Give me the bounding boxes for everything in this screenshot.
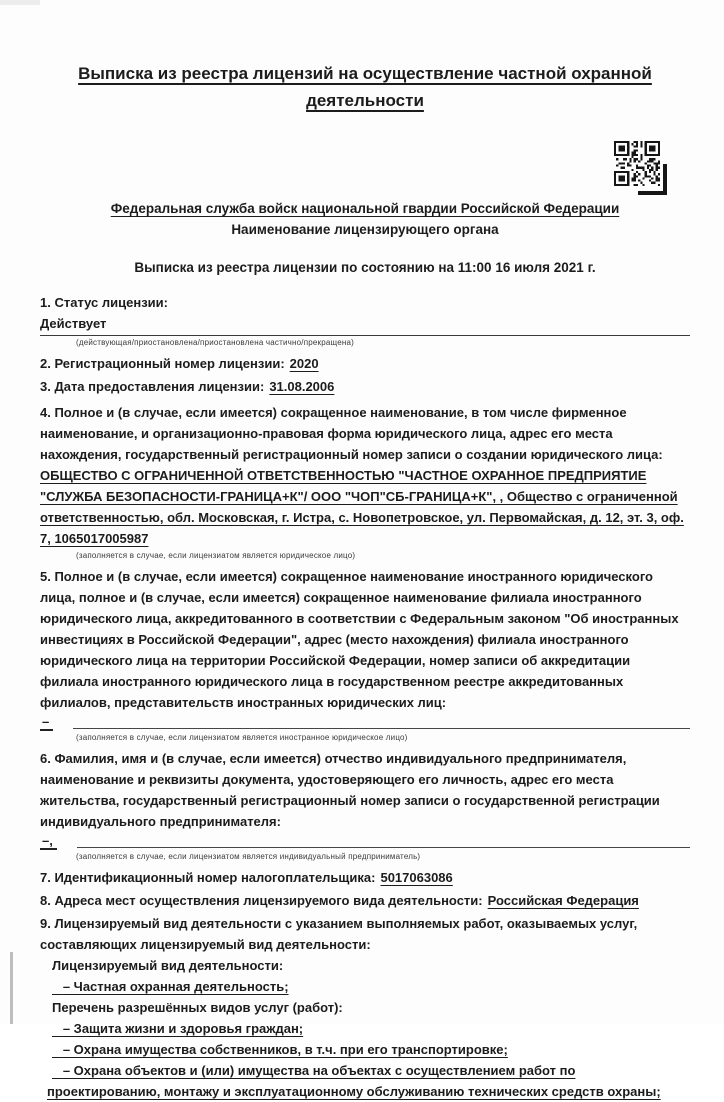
field-grant-date-label: 3. Дата предоставления лицензии: [40, 379, 265, 394]
activity-type-value: – Частная охранная деятельность; [62, 979, 289, 994]
service-item: – Защита жизни и здоровья граждан; [62, 1021, 304, 1036]
field-foreign-entity-value: – [40, 716, 53, 731]
licensing-authority-caption: Наименование лицензирующего органа [231, 222, 499, 237]
field-reg-number [40, 353, 690, 374]
field-individual-value-row [40, 832, 690, 850]
field-addresses-value: Российская Федерация [487, 893, 639, 908]
field-addresses [40, 890, 690, 911]
field-legal-entity-label: 4. Полное и (в случае, если имеется) сокращенное наименование, в том числе фирменное наименование, и организационно-правовая форма юридического лица, адрес его места нахождения, государственный регистрационный номер записи о создании юридического лица: [40, 405, 663, 462]
activity-type-label: Лицензируемый вид деятельности: [52, 958, 284, 973]
field-status-caption: (действующая/приостановлена/приостановлена частично/прекращена) [76, 338, 355, 347]
scan-edge-artifact [10, 952, 13, 1024]
field-inn-value: 5017063086 [380, 870, 453, 885]
services-list-label: Перечень разрешённых видов услуг (работ): [52, 1000, 343, 1015]
field-grant-date-value: 31.08.2006 [269, 379, 335, 394]
field-activity-label: 9. Лицензируемый вид деятельности с указанием выполняемых работ, оказываемых услуг, составляющих лицензируемый вид деятельности: [40, 916, 638, 952]
field-individual [40, 748, 690, 862]
field-inn [40, 867, 690, 888]
field-foreign-entity-caption: (заполняется в случае, если лицензиатом является иностранное юридическое лицо) [76, 733, 408, 742]
qr-corner-mark-icon [638, 164, 667, 195]
service-item: – Охрана имущества собственников, в т.ч. при его транспортировке; [62, 1042, 508, 1057]
licensing-authority-name: Федеральная служба войск национальной гвардии Российской Федерации [110, 201, 620, 216]
field-activity [40, 913, 690, 1102]
field-individual-label: 6. Фамилия, имя и (в случае, если имеется) отчество индивидуального предпринимателя, наименование и реквизиты документа, удостоверяющего его личность, адрес его места жительства, государственный регистрационный номер записи о государственной регистрации индивидуального предпринимателя: [40, 751, 660, 829]
extract-statement: Выписка из реестра лицензии по состоянию на 11:00 16 июля 2021 г. [134, 260, 596, 275]
licensing-authority-block [40, 198, 690, 240]
fill-in-rule [73, 728, 690, 729]
field-status [40, 292, 690, 348]
field-status-value: Действует [40, 313, 690, 336]
field-foreign-entity [40, 566, 690, 743]
field-legal-entity [40, 402, 690, 561]
field-inn-label: 7. Идентификационный номер налогоплательщика: [40, 870, 376, 885]
field-grant-date [40, 376, 690, 397]
field-reg-number-value: 2020 [289, 356, 319, 371]
field-individual-caption: (заполняется в случае, если лицензиатом является индивидуальный предприниматель) [76, 852, 421, 861]
scan-artifact-top [0, 0, 40, 5]
field-reg-number-label: 2. Регистрационный номер лицензии: [40, 356, 285, 371]
fill-in-rule [77, 847, 690, 848]
field-legal-entity-caption: (заполняется в случае, если лицензиатом является юридическое лицо) [76, 551, 356, 560]
field-foreign-entity-label: 5. Полное и (в случае, если имеется) сокращенное наименование иностранного юридического лица, полное и (в случае, если имеется) сокращенное наименование филиала иностранного юридического лица, аккредитованного в соответствии с Федеральным законом "Об иностранных инвестициях в Российской Федерации", адрес (место нахождения) филиала иностранного юридического лица на территории Российской Федерации, номер записи об аккредитации филиала иностранного юридического лица в государственном реестре аккредитованных филиалов, представительств иностранных юридических лиц: [40, 569, 679, 710]
field-individual-value: –, [40, 835, 57, 850]
document-title: Выписка из реестра лицензий на осуществление частной охранной деятельности [78, 64, 652, 110]
fields-list [40, 292, 690, 1102]
field-foreign-entity-value-row [40, 713, 690, 731]
field-addresses-label: 8. Адреса мест осуществления лицензируемого вида деятельности: [40, 893, 483, 908]
service-item: – Охрана объектов и (или) имущества на объектах с осуществлением работ по проектированию, монтажу и эксплуатационному обслуживанию технических средств охраны; [47, 1063, 661, 1099]
qr-code [614, 141, 660, 186]
field-status-label: 1. Статус лицензии: [40, 295, 168, 310]
field-legal-entity-value: ОБЩЕСТВО С ОГРАНИЧЕННОЙ ОТВЕТСТВЕННОСТЬЮ "ЧАСТНОЕ ОХРАННОЕ ПРЕДПРИЯТИЕ "СЛУЖБА БЕЗОПАСНОСТИ-ГРАНИЦА+К"/ ООО "ЧОП"СБ-ГРАНИЦА+К", , Общество с ограниченной ответственностью, обл. Московская, г. Истра, с. Новопетровское, ул. Первомайская, д. 12, эт. 3, оф. 7, 1065017005987 [40, 468, 684, 546]
